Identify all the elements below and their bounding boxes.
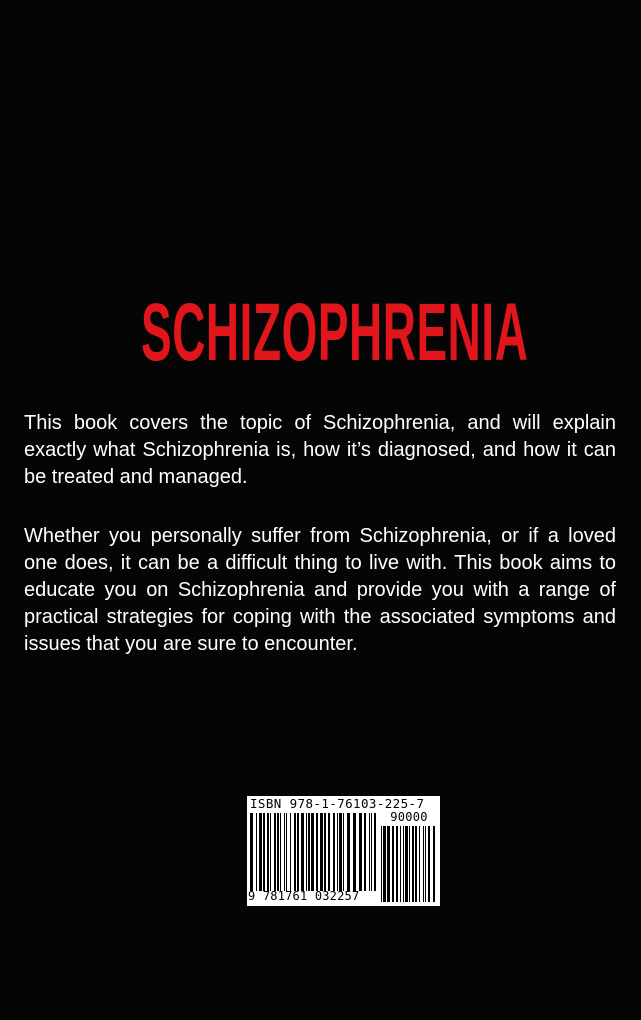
description-paragraph-1: This book covers the topic of Schizophrenia, and will explain exactly what Schizophrenia is, how it’s diagnosed, and how it can be treated and managed. xyxy=(24,412,616,488)
barcode-digits: 9 781761 032257 xyxy=(248,889,360,903)
barcode-price-addon: 90000 xyxy=(390,810,428,824)
description-paragraph-2: Whether you personally suffer from Schizophrenia, or if a loved one does, it can be a difficult thing to live with. This book aims to educate you on Schizophrenia and provide you with a range of practical strategies for coping with the associated symptoms and issues that you are sure to encounter. xyxy=(24,525,616,655)
isbn-label: ISBN 978-1-76103-225-7 xyxy=(250,796,425,811)
barcode-addon-bars xyxy=(381,826,437,902)
book-title: SCHIZOPHRENIA xyxy=(141,287,529,378)
isbn-barcode xyxy=(247,796,440,906)
barcode-bars xyxy=(250,813,376,891)
